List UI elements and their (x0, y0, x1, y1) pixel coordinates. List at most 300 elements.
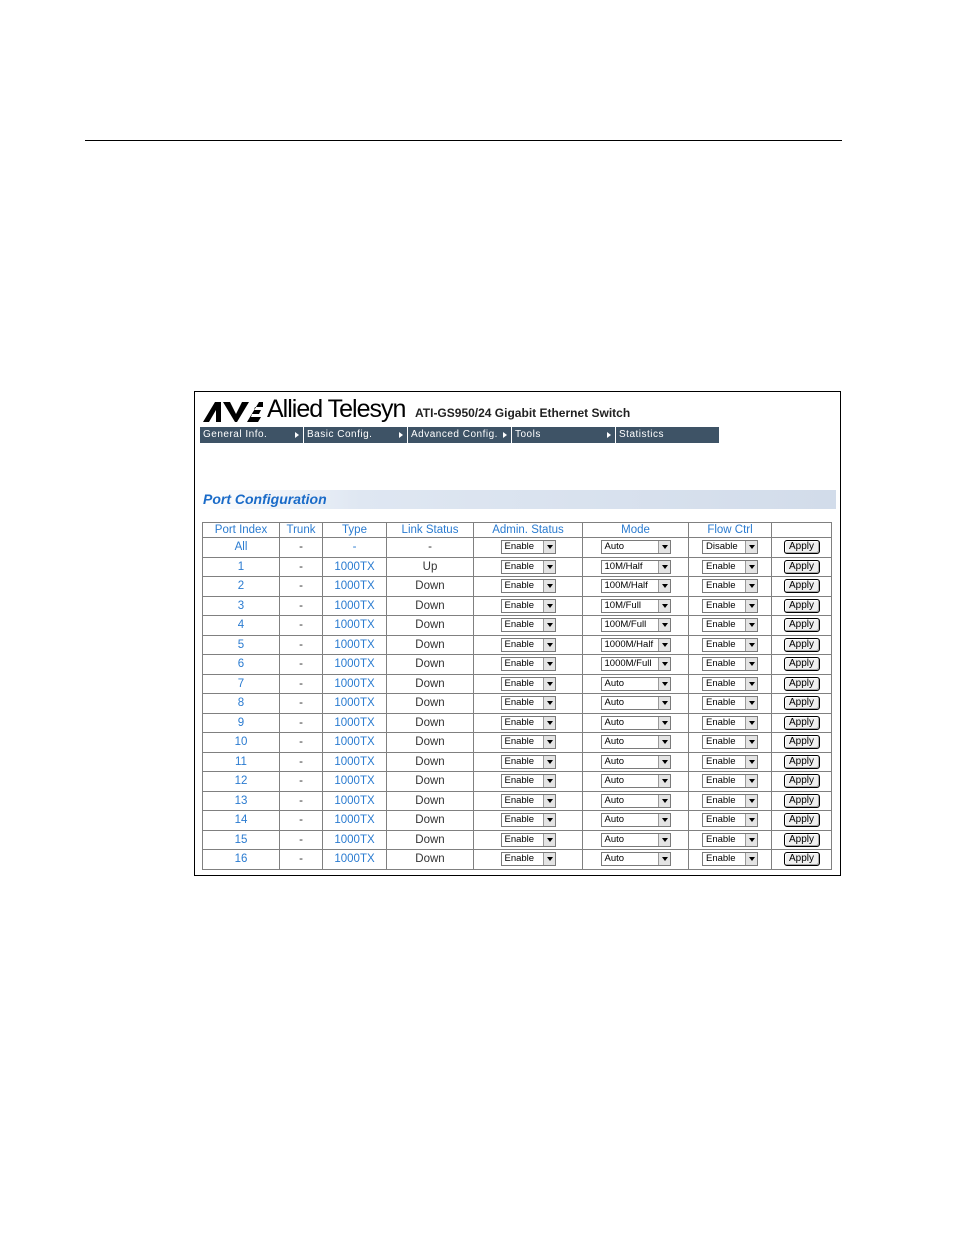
chevron-down-icon (658, 619, 670, 631)
port-type: 1000TX (323, 772, 386, 791)
flow-ctrl-select[interactable] (702, 560, 758, 574)
link-status: Down (387, 753, 473, 772)
nav-basic-config[interactable] (304, 427, 407, 443)
apply-button[interactable]: Apply (784, 696, 820, 710)
chevron-down-icon (658, 853, 670, 865)
apply-button[interactable]: Apply (784, 677, 820, 691)
apply-button[interactable]: Apply (784, 540, 820, 554)
link-status: Down (387, 577, 473, 596)
flow-ctrl-select[interactable] (702, 657, 758, 671)
chevron-down-icon (543, 580, 555, 592)
mode-cell (583, 577, 688, 596)
mode-select[interactable] (601, 638, 671, 652)
admin-status-select[interactable] (501, 794, 556, 808)
nav-tools[interactable] (512, 427, 615, 443)
apply-cell (772, 714, 831, 733)
mode-cell (583, 616, 688, 635)
chevron-down-icon (745, 639, 757, 651)
select-value: Enable (504, 580, 535, 592)
chevron-down-icon (658, 795, 670, 807)
flow-ctrl-select[interactable] (702, 833, 758, 847)
flow-ctrl-cell (689, 850, 771, 869)
mode-cell (583, 811, 688, 830)
trunk-value: - (280, 636, 322, 655)
mode-select[interactable] (601, 774, 671, 788)
admin-status-select[interactable] (501, 599, 556, 613)
flow-ctrl-select[interactable] (702, 618, 758, 632)
trunk-value: - (280, 616, 322, 635)
apply-button[interactable]: Apply (784, 852, 820, 866)
chevron-down-icon (658, 775, 670, 787)
admin-status-select[interactable] (501, 560, 556, 574)
port-index: 7 (203, 675, 279, 694)
mode-cell (583, 538, 688, 557)
chevron-down-icon (745, 834, 757, 846)
flow-ctrl-select[interactable] (702, 813, 758, 827)
port-rows (203, 538, 831, 869)
chevron-down-icon (745, 580, 757, 592)
mode-select[interactable] (601, 696, 671, 710)
mode-cell (583, 558, 688, 577)
nav-label: Tools (515, 429, 541, 440)
apply-cell (772, 753, 831, 772)
apply-button[interactable]: Apply (784, 833, 820, 847)
select-value: Enable (706, 794, 736, 806)
port-type: 1000TX (323, 636, 386, 655)
apply-button[interactable]: Apply (784, 813, 820, 827)
mode-select[interactable] (601, 755, 671, 769)
mode-cell (583, 850, 688, 869)
arrow-right-icon (295, 432, 299, 438)
apply-cell (772, 597, 831, 616)
port-index: 4 (203, 616, 279, 635)
table-row (203, 636, 831, 655)
table-row (203, 655, 831, 674)
select-value: 1000M/Full (604, 658, 652, 670)
select-value: Auto (604, 716, 625, 728)
admin-status-cell (474, 714, 582, 733)
arrow-right-icon (503, 432, 507, 438)
chevron-down-icon (658, 580, 670, 592)
nav-statistics[interactable] (616, 427, 719, 443)
apply-cell (772, 792, 831, 811)
port-index: 5 (203, 636, 279, 655)
select-value: Enable (706, 755, 736, 767)
table-header-row (203, 523, 831, 537)
nav-general-info[interactable] (200, 427, 303, 443)
link-status: Down (387, 792, 473, 811)
chevron-down-icon (658, 756, 670, 768)
chevron-down-icon (658, 814, 670, 826)
admin-status-cell (474, 850, 582, 869)
trunk-value: - (280, 792, 322, 811)
mode-select[interactable] (601, 560, 671, 574)
flow-ctrl-select[interactable] (702, 677, 758, 691)
port-index: 13 (203, 792, 279, 811)
trunk-value: - (280, 675, 322, 694)
link-status: Down (387, 616, 473, 635)
flow-ctrl-select[interactable] (702, 735, 758, 749)
select-value: Enable (706, 638, 736, 650)
trunk-value: - (280, 850, 322, 869)
mode-select[interactable] (601, 540, 671, 554)
table-row (203, 616, 831, 635)
port-index: 15 (203, 831, 279, 850)
select-value: Enable (504, 833, 535, 845)
chevron-down-icon (543, 619, 555, 631)
link-status: Down (387, 831, 473, 850)
table-row (203, 792, 831, 811)
select-value: Auto (604, 755, 625, 767)
select-value: Enable (504, 658, 535, 670)
chevron-down-icon (543, 541, 555, 553)
switch-web-ui (194, 391, 841, 876)
chevron-down-icon (745, 775, 757, 787)
apply-cell (772, 558, 831, 577)
trunk-value: - (280, 714, 322, 733)
port-index: 1 (203, 558, 279, 577)
select-value: 1000M/Half (604, 638, 654, 650)
flow-ctrl-select[interactable] (702, 716, 758, 730)
flow-ctrl-select[interactable] (702, 755, 758, 769)
admin-status-select[interactable] (501, 833, 556, 847)
col-trunk: Trunk (280, 523, 322, 537)
col-port-index: Port Index (203, 523, 279, 537)
apply-button[interactable]: Apply (784, 794, 820, 808)
apply-button[interactable]: Apply (784, 657, 820, 671)
trunk-value: - (280, 655, 322, 674)
chevron-down-icon (745, 600, 757, 612)
chevron-down-icon (543, 717, 555, 729)
chevron-down-icon (658, 834, 670, 846)
apply-cell (772, 694, 831, 713)
link-status: Down (387, 811, 473, 830)
port-index: 10 (203, 733, 279, 752)
flow-ctrl-cell (689, 811, 771, 830)
table-row (203, 831, 831, 850)
flow-ctrl-cell (689, 831, 771, 850)
port-type: 1000TX (323, 792, 386, 811)
link-status: Down (387, 714, 473, 733)
select-value: Enable (504, 736, 535, 748)
flow-ctrl-select[interactable] (702, 696, 758, 710)
admin-status-select[interactable] (501, 540, 556, 554)
select-value: Enable (504, 697, 535, 709)
port-type: 1000TX (323, 831, 386, 850)
page-title: Port Configuration (203, 491, 327, 507)
select-value: Enable (706, 619, 736, 631)
select-value: Enable (706, 599, 736, 611)
flow-ctrl-cell (689, 616, 771, 635)
port-type: 1000TX (323, 558, 386, 577)
chevron-down-icon (543, 795, 555, 807)
link-status: Up (387, 558, 473, 577)
mode-select[interactable] (601, 794, 671, 808)
arrow-right-icon (399, 432, 403, 438)
port-index: 12 (203, 772, 279, 791)
mode-select[interactable] (601, 735, 671, 749)
apply-cell (772, 811, 831, 830)
select-value: Enable (706, 697, 736, 709)
apply-cell (772, 655, 831, 674)
mode-cell (583, 636, 688, 655)
mode-select[interactable] (601, 657, 671, 671)
port-type: 1000TX (323, 714, 386, 733)
flow-ctrl-cell (689, 714, 771, 733)
apply-button[interactable]: Apply (784, 735, 820, 749)
port-type: 1000TX (323, 597, 386, 616)
chevron-down-icon (658, 639, 670, 651)
flow-ctrl-select[interactable] (702, 852, 758, 866)
apply-button[interactable]: Apply (784, 774, 820, 788)
chevron-down-icon (658, 697, 670, 709)
apply-cell (772, 577, 831, 596)
flow-ctrl-select[interactable] (702, 774, 758, 788)
nav-label: General Info. (203, 429, 268, 440)
flow-ctrl-cell (689, 733, 771, 752)
flow-ctrl-cell (689, 675, 771, 694)
select-value: Disable (706, 541, 738, 553)
select-value: Enable (706, 580, 736, 592)
mode-cell (583, 772, 688, 791)
admin-status-cell (474, 753, 582, 772)
mode-select[interactable] (601, 599, 671, 613)
nav-label: Advanced Config. (411, 429, 498, 440)
trunk-value: - (280, 558, 322, 577)
select-value: Enable (504, 794, 535, 806)
col-type: Type (323, 523, 386, 537)
chevron-down-icon (658, 717, 670, 729)
admin-status-cell (474, 558, 582, 577)
chevron-down-icon (543, 756, 555, 768)
flow-ctrl-select[interactable] (702, 638, 758, 652)
port-type: 1000TX (323, 811, 386, 830)
table-row (203, 753, 831, 772)
trunk-value: - (280, 538, 322, 557)
chevron-down-icon (543, 678, 555, 690)
table-row (203, 850, 831, 869)
apply-button[interactable]: Apply (784, 560, 820, 574)
mode-select[interactable] (601, 833, 671, 847)
admin-status-cell (474, 655, 582, 674)
table-row (203, 577, 831, 596)
page-rule (85, 140, 842, 141)
mode-cell (583, 831, 688, 850)
link-status: Down (387, 772, 473, 791)
select-value: Enable (504, 755, 535, 767)
flow-ctrl-select[interactable] (702, 579, 758, 593)
chevron-down-icon (543, 736, 555, 748)
select-value: Enable (504, 638, 535, 650)
select-value: Auto (604, 736, 625, 748)
select-value: Enable (504, 853, 535, 865)
port-index: All (203, 538, 279, 557)
admin-status-cell (474, 616, 582, 635)
chevron-down-icon (745, 658, 757, 670)
arrow-right-icon (607, 432, 611, 438)
chevron-down-icon (658, 736, 670, 748)
apply-cell (772, 538, 831, 557)
mode-cell (583, 714, 688, 733)
col-mode: Mode (583, 523, 688, 537)
select-value: Enable (504, 677, 535, 689)
mode-cell (583, 694, 688, 713)
trunk-value: - (280, 831, 322, 850)
select-value: 10M/Full (604, 599, 641, 611)
admin-status-select[interactable] (501, 696, 556, 710)
select-value: Enable (504, 599, 535, 611)
trunk-value: - (280, 597, 322, 616)
admin-status-cell (474, 772, 582, 791)
admin-status-select[interactable] (501, 774, 556, 788)
flow-ctrl-cell (689, 792, 771, 811)
table-row (203, 772, 831, 791)
select-value: Enable (504, 541, 535, 553)
admin-status-select[interactable] (501, 579, 556, 593)
mode-select[interactable] (601, 716, 671, 730)
flow-ctrl-cell (689, 538, 771, 557)
apply-cell (772, 675, 831, 694)
apply-cell (772, 772, 831, 791)
flow-ctrl-cell (689, 577, 771, 596)
mode-select[interactable] (601, 579, 671, 593)
select-value: Auto (604, 775, 625, 787)
port-index: 8 (203, 694, 279, 713)
select-value: Enable (706, 775, 736, 787)
select-value: Enable (504, 775, 535, 787)
brand (203, 396, 405, 422)
link-status: Down (387, 597, 473, 616)
apply-cell (772, 636, 831, 655)
col-link-status: Link Status (387, 523, 473, 537)
link-status: Down (387, 694, 473, 713)
select-value: 100M/Half (604, 580, 648, 592)
select-value: Auto (604, 677, 625, 689)
admin-status-select[interactable] (501, 638, 556, 652)
trunk-value: - (280, 753, 322, 772)
apply-button[interactable]: Apply (784, 716, 820, 730)
mode-select[interactable] (601, 618, 671, 632)
chevron-down-icon (543, 639, 555, 651)
select-value: Enable (504, 716, 535, 728)
allied-telesyn-logo-icon (203, 402, 263, 422)
link-status: Down (387, 636, 473, 655)
chevron-down-icon (658, 561, 670, 573)
col-admin-status: Admin. Status (474, 523, 582, 537)
table-row (203, 558, 831, 577)
flow-ctrl-cell (689, 655, 771, 674)
chevron-down-icon (543, 697, 555, 709)
table-row (203, 597, 831, 616)
trunk-value: - (280, 811, 322, 830)
select-value: Auto (604, 541, 625, 553)
admin-status-select[interactable] (501, 677, 556, 691)
flow-ctrl-select[interactable] (702, 794, 758, 808)
mode-select[interactable] (601, 677, 671, 691)
select-value: Auto (604, 833, 625, 845)
link-status: Down (387, 733, 473, 752)
chevron-down-icon (543, 814, 555, 826)
apply-cell (772, 733, 831, 752)
admin-status-cell (474, 597, 582, 616)
trunk-value: - (280, 733, 322, 752)
chevron-down-icon (658, 600, 670, 612)
chevron-down-icon (543, 853, 555, 865)
select-value: Auto (604, 697, 625, 709)
flow-ctrl-cell (689, 558, 771, 577)
chevron-down-icon (745, 541, 757, 553)
select-value: Enable (706, 677, 736, 689)
link-status: Down (387, 655, 473, 674)
chevron-down-icon (745, 736, 757, 748)
admin-status-select[interactable] (501, 735, 556, 749)
flow-ctrl-cell (689, 772, 771, 791)
admin-status-select[interactable] (501, 852, 556, 866)
port-type: 1000TX (323, 616, 386, 635)
admin-status-cell (474, 538, 582, 557)
table-row (203, 538, 831, 557)
chevron-down-icon (543, 600, 555, 612)
chevron-down-icon (543, 561, 555, 573)
apply-button[interactable]: Apply (784, 599, 820, 613)
port-index: 11 (203, 753, 279, 772)
mode-cell (583, 655, 688, 674)
admin-status-select[interactable] (501, 657, 556, 671)
trunk-value: - (280, 772, 322, 791)
chevron-down-icon (543, 658, 555, 670)
flow-ctrl-cell (689, 694, 771, 713)
port-index: 3 (203, 597, 279, 616)
model-title: ATI-GS950/24 Gigabit Ethernet Switch (415, 406, 631, 420)
port-type: 1000TX (323, 577, 386, 596)
mode-select[interactable] (601, 813, 671, 827)
port-index: 6 (203, 655, 279, 674)
table-row (203, 675, 831, 694)
admin-status-cell (474, 577, 582, 596)
apply-button[interactable]: Apply (784, 579, 820, 593)
nav-advanced-config[interactable] (408, 427, 511, 443)
port-type: 1000TX (323, 694, 386, 713)
chevron-down-icon (745, 853, 757, 865)
apply-cell (772, 850, 831, 869)
link-status: Down (387, 675, 473, 694)
apply-button[interactable]: Apply (784, 638, 820, 652)
admin-status-cell (474, 675, 582, 694)
select-value: Enable (706, 560, 736, 572)
select-value: Enable (706, 814, 736, 826)
chevron-down-icon (543, 775, 555, 787)
apply-button[interactable]: Apply (784, 755, 820, 769)
chevron-down-icon (745, 756, 757, 768)
admin-status-select[interactable] (501, 755, 556, 769)
flow-ctrl-cell (689, 753, 771, 772)
admin-status-select[interactable] (501, 813, 556, 827)
apply-button[interactable]: Apply (784, 618, 820, 632)
flow-ctrl-select[interactable] (702, 540, 758, 554)
port-index: 2 (203, 577, 279, 596)
admin-status-select[interactable] (501, 716, 556, 730)
mode-cell (583, 753, 688, 772)
port-index: 14 (203, 811, 279, 830)
mode-select[interactable] (601, 852, 671, 866)
flow-ctrl-select[interactable] (702, 599, 758, 613)
admin-status-select[interactable] (501, 618, 556, 632)
link-status: - (387, 538, 473, 557)
main-nav (200, 427, 720, 443)
flow-ctrl-cell (689, 636, 771, 655)
table-row (203, 694, 831, 713)
chevron-down-icon (658, 678, 670, 690)
